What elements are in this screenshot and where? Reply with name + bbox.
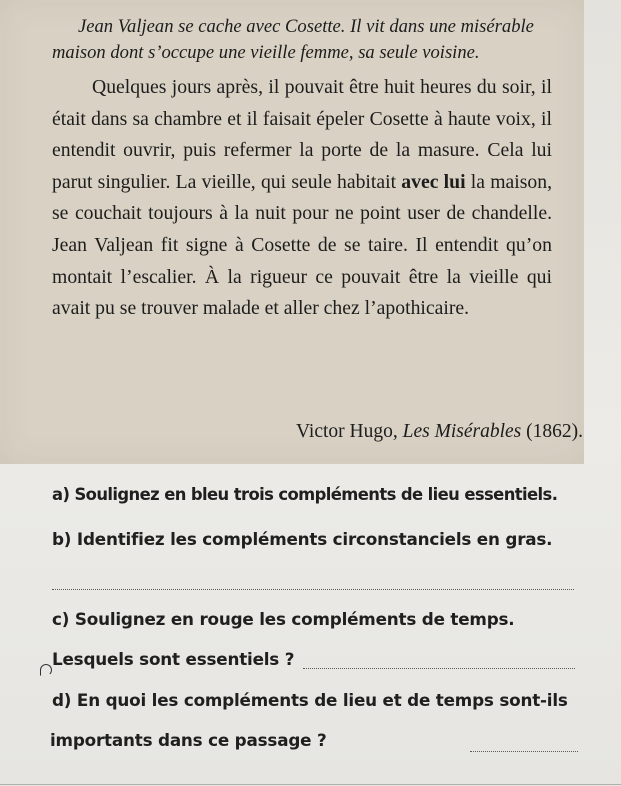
excerpt-bold-phrase: avec lui xyxy=(401,170,466,193)
source-author: Victor Hugo, xyxy=(296,421,403,442)
source-work-title: Les Misérables xyxy=(402,421,522,442)
excerpt-introduction: Jean Valjean se cache avec Cosette. Il vit dans une misérable maison dont s’occupe une vieille femme, sa seule voisine. xyxy=(52,16,534,63)
question-c: c) Soulignez en rouge les compléments de temps. xyxy=(52,609,515,629)
pen-mark-icon xyxy=(40,664,52,676)
excerpt-body-part-2: la maison, se couchait toujours à la nuit pour ne point user de chandelle. Jean Valjean fit signe à Cosette de se taire. Il entendit qu’on montait l’escalier. À la rigueur ce pouvait être la vieille qui avait pu se trouver malade et aller chez l’apothicaire. xyxy=(52,170,552,320)
answer-line-c[interactable] xyxy=(303,668,575,669)
excerpt-body-part-1: Quelques jours après, il pouvait être huit heures du soir, il était dans sa chambre et il faisait épeler Cosette à haute voix, il entendit ouvrir, puis refermer la porte de la masure. Cela lui parut singulier. La vieille, qui seule habitait xyxy=(52,76,552,193)
question-a: a) Soulignez en bleu trois compléments de lieu essentiels. xyxy=(52,485,558,504)
answer-line-b[interactable] xyxy=(52,589,574,590)
question-d-continuation: importants dans ce passage ? xyxy=(50,730,327,750)
question-c-followup: Lesquels sont essentiels ? xyxy=(52,649,295,669)
excerpt-source xyxy=(296,421,583,443)
page-divider xyxy=(0,784,621,785)
question-d: d) En quoi les compléments de lieu et de temps sont-ils xyxy=(52,690,568,710)
excerpt-body xyxy=(52,72,552,325)
source-year: (1862). xyxy=(521,421,583,442)
question-b: b) Identifiez les compléments circonstanciels en gras. xyxy=(52,529,553,549)
text-excerpt xyxy=(52,14,552,325)
answer-line-d[interactable] xyxy=(470,751,578,752)
